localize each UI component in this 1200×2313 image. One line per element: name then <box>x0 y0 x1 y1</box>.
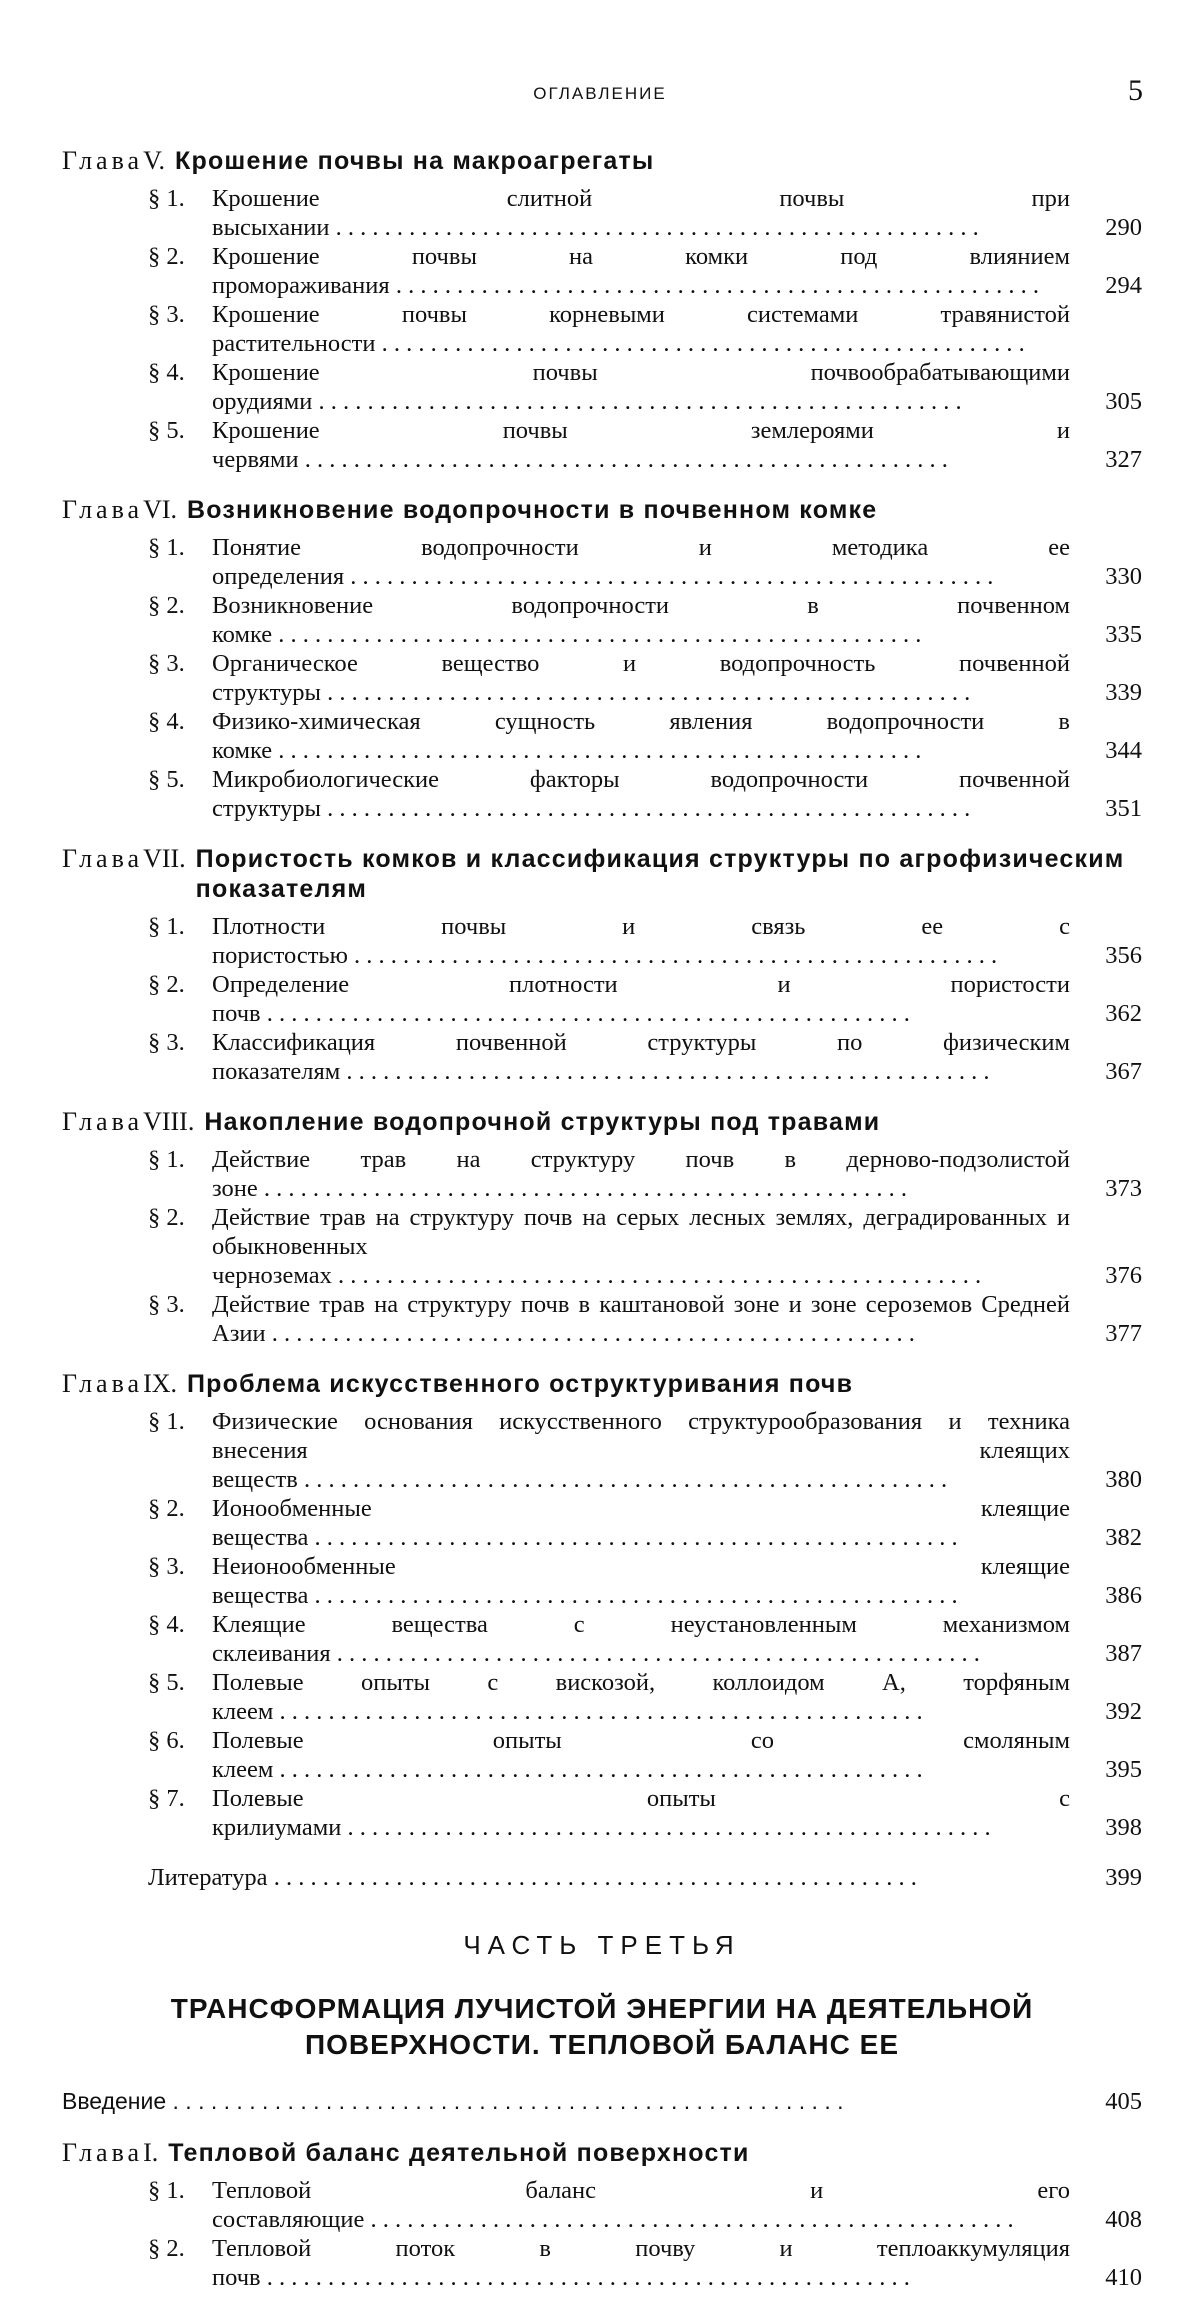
chapter-heading[interactable] <box>62 2138 1142 2168</box>
literature-entry[interactable] <box>62 1863 1142 1892</box>
section-entry[interactable] <box>62 533 1142 591</box>
section-entry[interactable] <box>62 1145 1142 1203</box>
literature-page: 399 <box>1105 1864 1142 1891</box>
section-entry[interactable] <box>62 1290 1142 1348</box>
chapter-word: Глава <box>62 1369 144 1398</box>
section-number: § 2. <box>148 1204 185 1231</box>
chapter-title: Проблема искусственного оструктуривания почв <box>187 1370 854 1398</box>
section-entry[interactable] <box>62 358 1142 416</box>
section-number: § 2. <box>148 592 185 619</box>
section-entry[interactable] <box>62 416 1142 474</box>
section-title: Ионообменные клеящие вещества . . . <box>212 1494 1070 1552</box>
chapter-heading[interactable] <box>62 844 1142 904</box>
section-page: 344 <box>1105 737 1142 764</box>
section-page: 330 <box>1105 563 1142 590</box>
chapter <box>62 844 1142 1086</box>
section-title: Органическое вещество и водопрочность почвенной структуры . . . <box>212 649 1070 707</box>
section-number: § 1. <box>148 534 185 561</box>
section-title: Физические основания искусственного структурообразования и техника внесения клеящих веществ . . . <box>212 1407 1070 1494</box>
chapter <box>62 2138 1142 2292</box>
chapter-word: Глава <box>62 1107 144 1136</box>
section-list <box>62 184 1142 474</box>
section-list <box>62 2176 1142 2292</box>
section-entry[interactable] <box>62 1552 1142 1610</box>
chapter-number: VI. <box>143 495 178 524</box>
section-number: § 1. <box>148 185 185 212</box>
part-title: ТРАНСФОРМАЦИЯ ЛУЧИСТОЙ ЭНЕРГИИ НА ДЕЯТЕЛЬНОЙ ПОВЕРХНОСТИ. ТЕПЛОВОЙ БАЛАНС ЕЕ <box>170 1993 1034 2060</box>
section-number: § 3. <box>148 301 185 328</box>
section-title: Крошение почвы почвообрабатывающими орудиями . . . <box>212 358 1070 416</box>
section-entry[interactable] <box>62 1668 1142 1726</box>
section-page: 395 <box>1105 1756 1142 1783</box>
chapter-title: Возникновение водопрочности в почвенном комке <box>187 496 878 524</box>
section-page: 387 <box>1105 1640 1142 1667</box>
section-number: § 4. <box>148 359 185 386</box>
section-title: Определение плотности и пористости почв . . . <box>212 970 1070 1028</box>
section-entry[interactable] <box>62 2176 1142 2234</box>
chapter-word: Глава <box>62 495 144 524</box>
introduction-entry[interactable] <box>62 2087 1142 2116</box>
section-page: 398 <box>1105 1814 1142 1841</box>
part3-chapter-list <box>62 2138 1142 2292</box>
section-number: § 1. <box>148 2177 185 2204</box>
section-entry[interactable] <box>62 591 1142 649</box>
section-title: Микробиологические факторы водопрочности почвенной структуры . . . <box>212 765 1070 823</box>
section-number: § 3. <box>148 1553 185 1580</box>
section-number: § 3. <box>148 1291 185 1318</box>
introduction-section <box>62 2087 1142 2116</box>
section-page: 377 <box>1105 1320 1142 1347</box>
section-title: Действие трав на структуру почв в каштановой зоне и зоне сероземов Средней Азии . . . <box>212 1290 1070 1348</box>
chapter-word: Глава <box>62 844 144 873</box>
section-entry[interactable] <box>62 242 1142 300</box>
chapter-number: VII. <box>143 844 186 873</box>
chapter <box>62 495 1142 823</box>
introduction-page: 405 <box>1105 2088 1142 2115</box>
section-page: 373 <box>1105 1175 1142 1202</box>
chapter-list <box>62 146 1142 1842</box>
section-entry[interactable] <box>62 2234 1142 2292</box>
section-list <box>62 1407 1142 1842</box>
section-title: Действие трав на структуру почв на серых лесных землях, деградированных и обыкновенных черноземах . . . <box>212 1203 1070 1290</box>
section-list <box>62 533 1142 823</box>
section-title: Действие трав на структуру почв в дерново-подзолистой зоне . . . <box>212 1145 1070 1203</box>
chapter-heading[interactable] <box>62 495 1142 525</box>
chapter-number: V. <box>143 146 166 175</box>
section-number: § 5. <box>148 1669 185 1696</box>
section-number: § 1. <box>148 913 185 940</box>
section-page: 356 <box>1105 942 1142 969</box>
section-entry[interactable] <box>62 765 1142 823</box>
chapter-number: I. <box>143 2138 159 2167</box>
section-entry[interactable] <box>62 300 1142 358</box>
section-number: § 7. <box>148 1785 185 1812</box>
section-title: Возникновение водопрочности в почвенном комке . . . <box>212 591 1070 649</box>
section-title: Тепловой поток в почву и теплоаккумуляция почв . . . <box>212 2234 1070 2292</box>
section-page: 408 <box>1105 2206 1142 2233</box>
section-title: Полевые опыты с крилиумами . . . <box>212 1784 1070 1842</box>
section-title: Крошение слитной почвы при высыхании . . . <box>212 184 1070 242</box>
chapter-title: Тепловой баланс деятельной поверхности <box>168 2139 750 2167</box>
section-page: 362 <box>1105 1000 1142 1027</box>
section-title: Плотности почвы и связь ее с пористостью . . . <box>212 912 1070 970</box>
section-page: 386 <box>1105 1582 1142 1609</box>
section-number: § 1. <box>148 1408 185 1435</box>
section-entry[interactable] <box>62 1203 1142 1290</box>
section-page: 335 <box>1105 621 1142 648</box>
section-page: 367 <box>1105 1058 1142 1085</box>
chapter-heading[interactable] <box>62 1369 1142 1399</box>
section-entry[interactable] <box>62 970 1142 1028</box>
section-list <box>62 912 1142 1086</box>
chapter-number: VIII. <box>143 1107 195 1136</box>
section-page: 339 <box>1105 679 1142 706</box>
section-entry[interactable] <box>62 184 1142 242</box>
section-number: § 4. <box>148 1611 185 1638</box>
section-page: 410 <box>1105 2264 1142 2291</box>
section-number: § 3. <box>148 650 185 677</box>
chapter-word: Глава <box>62 146 144 175</box>
section-number: § 6. <box>148 1727 185 1754</box>
section-entry[interactable] <box>62 1028 1142 1086</box>
section-page: 380 <box>1105 1466 1142 1493</box>
section-title: Физико-химическая сущность явления водопрочности в комке . . . <box>212 707 1070 765</box>
literature-title: Литература . . . <box>148 1863 1070 1892</box>
section-title: Крошение почвы корневыми системами травянистой растительности . . . <box>212 300 1070 358</box>
section-entry[interactable] <box>62 1494 1142 1552</box>
running-head: ОГЛАВЛЕНИЕ <box>533 84 667 103</box>
section-title: Тепловой баланс и его составляющие . . . <box>212 2176 1070 2234</box>
section-entry[interactable] <box>62 649 1142 707</box>
section-number: § 2. <box>148 243 185 270</box>
section-page: 305 <box>1105 388 1142 415</box>
section-title: Клеящие вещества с неустановленным механизмом склеивания . . . <box>212 1610 1070 1668</box>
chapter <box>62 146 1142 474</box>
chapter <box>62 1107 1142 1348</box>
section-entry[interactable] <box>62 1407 1142 1494</box>
section-number: § 5. <box>148 417 185 444</box>
section-page: 392 <box>1105 1698 1142 1725</box>
section-number: § 2. <box>148 1495 185 1522</box>
chapter-heading[interactable] <box>62 1107 1142 1137</box>
page-number: 5 <box>1128 74 1143 107</box>
section-entry[interactable] <box>62 912 1142 970</box>
chapter-title: Накопление водопрочной структуры под травами <box>204 1108 881 1136</box>
section-entry[interactable] <box>62 1726 1142 1784</box>
section-title: Понятие водопрочности и методика ее определения . . . <box>212 533 1070 591</box>
section-entry[interactable] <box>62 1610 1142 1668</box>
section-page: 351 <box>1105 795 1142 822</box>
chapter-title: Пористость комков и классификация структуры по агрофизическим показателям <box>195 845 1125 903</box>
section-title: Полевые опыты с вискозой, коллоидом А, торфяным клеем . . . <box>212 1668 1070 1726</box>
section-page: 290 <box>1105 214 1142 241</box>
section-title: Неионообменные клеящие вещества . . . <box>212 1552 1070 1610</box>
section-number: § 3. <box>148 1029 185 1056</box>
section-page: 294 <box>1105 272 1142 299</box>
chapter-heading[interactable] <box>62 146 1142 176</box>
chapter <box>62 1369 1142 1842</box>
section-title: Крошение почвы землероями и червями . . . <box>212 416 1070 474</box>
chapter-number: IX. <box>143 1369 178 1398</box>
section-number: § 1. <box>148 1146 185 1173</box>
section-number: § 5. <box>148 766 185 793</box>
section-title: Крошение почвы на комки под влиянием промораживания . . . <box>212 242 1070 300</box>
section-number: § 2. <box>148 2235 185 2262</box>
section-number: § 4. <box>148 708 185 735</box>
section-list <box>62 1145 1142 1348</box>
section-entry[interactable] <box>62 1784 1142 1842</box>
section-page: 376 <box>1105 1262 1142 1289</box>
section-number: § 2. <box>148 971 185 998</box>
literature-section <box>62 1863 1142 1892</box>
chapter-word: Глава <box>62 2138 144 2167</box>
section-title: Полевые опыты со смоляным клеем . . . <box>212 1726 1070 1784</box>
section-page: 327 <box>1105 446 1142 473</box>
chapter-title: Крошение почвы на макроагрегаты <box>175 147 655 175</box>
part-label: ЧАСТЬ ТРЕТЬЯ <box>463 1930 741 1960</box>
section-title: Классификация почвенной структуры по физическим показателям . . . <box>212 1028 1070 1086</box>
table-of-contents <box>62 146 1142 2313</box>
section-entry[interactable] <box>62 707 1142 765</box>
introduction-title: Введение . . . <box>62 2087 1070 2116</box>
section-page: 382 <box>1105 1524 1142 1551</box>
